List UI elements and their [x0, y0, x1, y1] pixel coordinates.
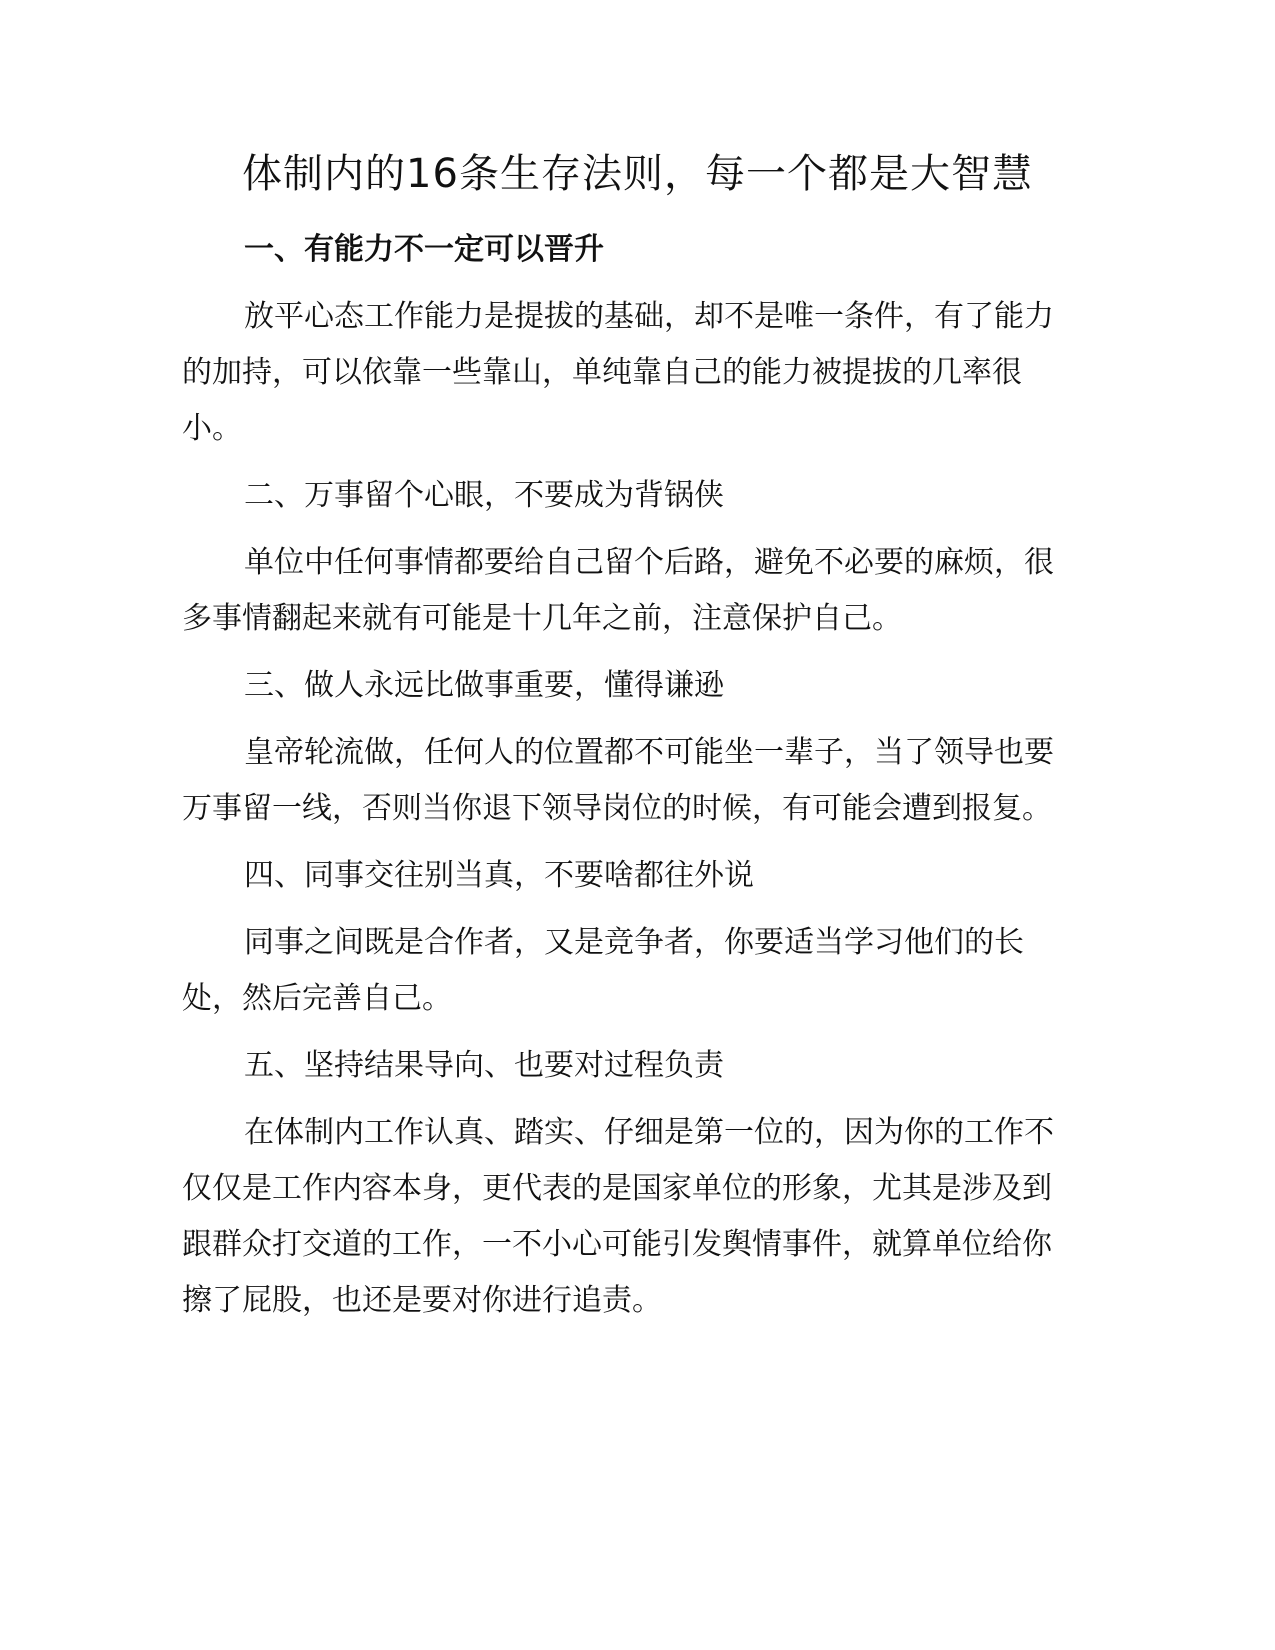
section-heading-2: 二、万事留个心眼，不要成为背锅侠	[244, 478, 724, 513]
section-paragraph-2: 单位中任何事情都要给自己留个后路，避免不必要的麻烦，很多事情翻起来就有可能是十几年之前，注意保护自己。	[182, 545, 1054, 636]
section-paragraph-1: 放平心态工作能力是提拔的基础，却不是唯一条件，有了能力的加持，可以依靠一些靠山，单纯靠自己的能力被提拔的几率很小。	[182, 299, 1054, 446]
section-paragraph-5: 在体制内工作认真、踏实、仔细是第一位的，因为你的工作不仅仅是工作内容本身，更代表的是国家单位的形象，尤其是涉及到跟群众打交道的工作，一不小心可能引发舆情事件，就算单位给你擦了屁股，也还是要对你进行追责。	[182, 1115, 1054, 1318]
section-heading-1: 一、有能力不一定可以晋升	[244, 232, 604, 267]
section-heading-5: 五、坚持结果导向、也要对过程负责	[244, 1048, 724, 1083]
document-body	[182, 222, 1062, 1340]
document-title: 体制内的16条生存法则，每一个都是大智慧	[242, 151, 1033, 197]
section-paragraph-4: 同事之间既是合作者，又是竞争者，你要适当学习他们的长处，然后完善自己。	[182, 925, 1024, 1016]
section-heading-4: 四、同事交往别当真，不要啥都往外说	[244, 858, 754, 893]
section-heading-3: 三、做人永远比做事重要，懂得谦逊	[244, 668, 724, 703]
section-paragraph-3: 皇帝轮流做，任何人的位置都不可能坐一辈子，当了领导也要万事留一线，否则当你退下领导岗位的时候，有可能会遭到报复。	[182, 735, 1054, 826]
